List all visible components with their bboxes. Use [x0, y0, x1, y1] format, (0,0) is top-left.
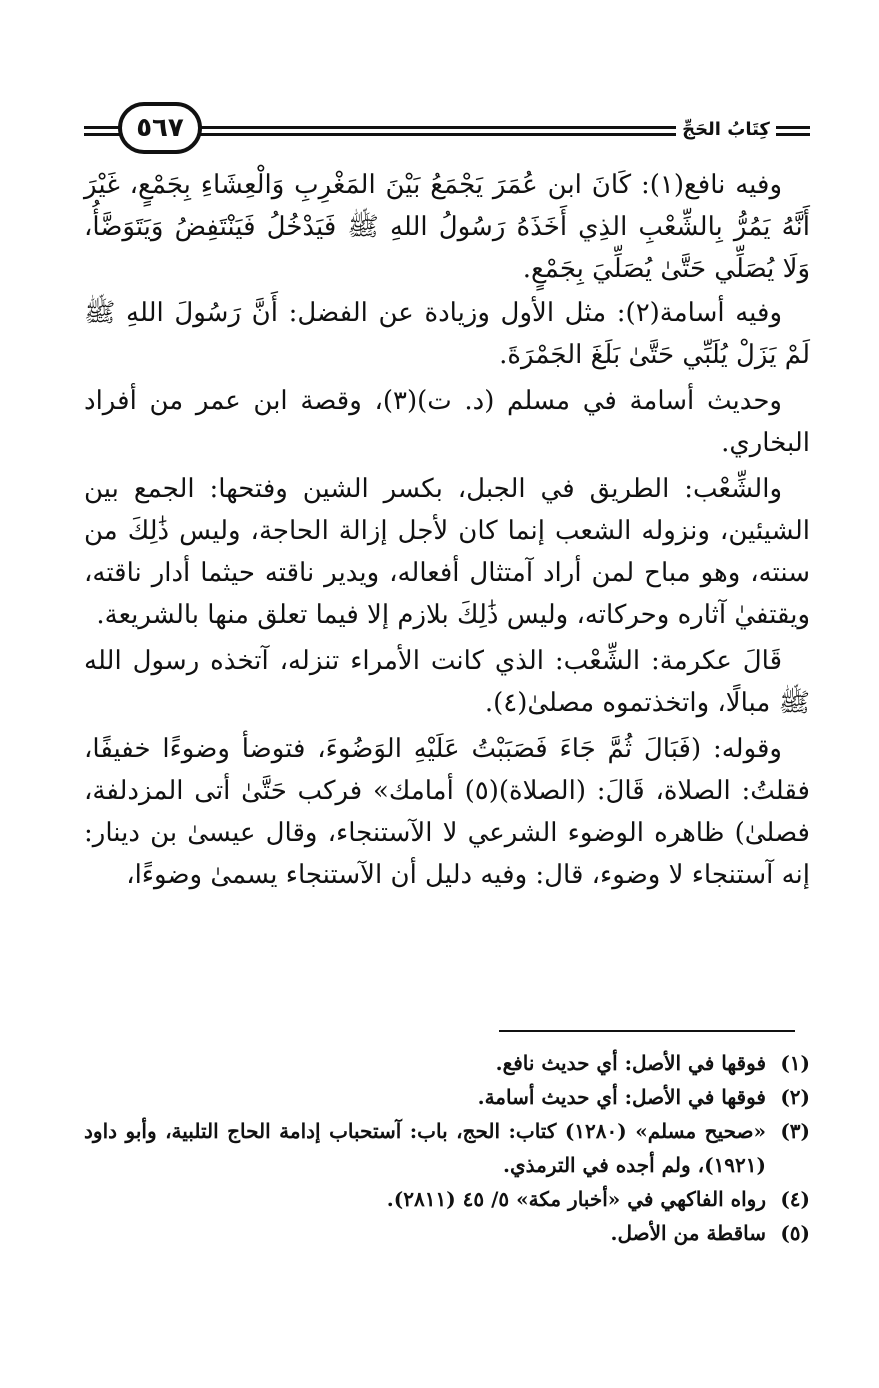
footnote	[84, 1114, 810, 1182]
header-rule	[84, 126, 122, 129]
paragraph: وفيه نافع(١): كَانَ ابن عُمَرَ يَجْمَعُ بَيْنَ المَغْرِبِ وَالْعِشَاءِ بِجَمْعٍ، غَيْرَ أَنَّهُ يَمُرُّ بِالشِّعْبِ الذِي أَخَذَهُ رَسُولُ اللهِ ﷺ فَيَدْخُلُ فَيَنْتَفِضُ وَيَتَوَضَّأُ، وَلَا يُصَلِّي حَتَّىٰ يُصَلِّيَ بِجَمْعٍ.	[84, 170, 810, 284]
footnote-text: ساقطة من الأصل.	[610, 1221, 766, 1245]
footnote-number: (٢)	[780, 1085, 810, 1109]
paragraph: والشِّعْب: الطريق في الجبل، بكسر الشين وفتحها: الجمع بين الشيئين، ونزوله الشعب إنما كان لأجل إزالة الحاجة، وليس ذَٰلِكَ من سنته، وهو مباح لمن أراد آمتثال أفعاله، ويدير ناقته حيثما أدار ناقته، ويقتفيٰ آثاره وحركاته، وليس ذَٰلِكَ بلازم إلا فيما تعلق منها بالشريعة.	[84, 474, 810, 630]
page-number: ٥٦٧	[118, 102, 202, 154]
header-rule	[198, 126, 718, 129]
footnote-divider	[499, 1030, 795, 1032]
page-header	[84, 96, 810, 162]
footnote	[84, 1046, 810, 1080]
footnote-text: فوقها في الأصل: أي حديث أسامة.	[477, 1085, 766, 1109]
header-rule	[774, 126, 810, 129]
paragraph: وقوله: (فَبَالَ ثُمَّ جَاءَ فَصَبَبْتُ عَلَيْهِ الوَضُوءَ، فتوضأ وضوءًا خفيفًا، فقلتُ: الصلاة، قَالَ: (الصلاة)(٥) أمامك» فركب حَتَّىٰ أتى المزدلفة، فصلىٰ) ظاهره الوضوء الشرعي لا الآستنجاء، وقال عيسىٰ بن دينار: إنه آستنجاء لا وضوء، قال: وفيه دليل أن الآستنجاء يسمىٰ وضوءًا،	[84, 734, 810, 890]
paragraph: قَالَ عكرمة: الشِّعْب: الذي كانت الأمراء تنزله، آتخذه رسول الله ﷺ مبالًا، واتخذتموه مصلىٰ(٤).	[84, 646, 810, 718]
running-title: كِتَابُ الحَجِّ	[676, 114, 776, 146]
footnote	[84, 1080, 810, 1114]
footnote-text: رواه الفاكهي في «أخبار مكة» ٥/ ٤٥ (٢٨١١).	[386, 1187, 766, 1211]
footnote	[84, 1216, 810, 1250]
footnote-number: (٣)	[780, 1119, 810, 1143]
footnote-number: (٤)	[780, 1187, 810, 1211]
footnote-number: (١)	[780, 1051, 810, 1075]
footnote-number: (٥)	[780, 1221, 810, 1245]
footnote-text: «صحيح مسلم» (١٢٨٠) كتاب: الحج، باب: آستحباب إدامة الحاج التلبية، وأبو داود (١٩٢١)، ولم أجده في الترمذي.	[84, 1119, 766, 1177]
header-rule	[84, 133, 122, 136]
header-rule	[774, 133, 810, 136]
footnote-text: فوقها في الأصل: أي حديث نافع.	[495, 1051, 766, 1075]
header-rule	[198, 133, 718, 136]
paragraph: وحديث أسامة في مسلم (د. ت)(٣)، وقصة ابن عمر من أفراد البخاري.	[84, 386, 810, 458]
footnote	[84, 1182, 810, 1216]
body-text	[84, 164, 810, 900]
paragraph: وفيه أسامة(٢): مثل الأول وزيادة عن الفضل: أَنَّ رَسُولَ اللهِ ﷺ لَمْ يَزَلْ يُلَبِّي حَتَّىٰ بَلَغَ الجَمْرَةَ.	[84, 298, 810, 370]
footnotes	[84, 1046, 810, 1250]
